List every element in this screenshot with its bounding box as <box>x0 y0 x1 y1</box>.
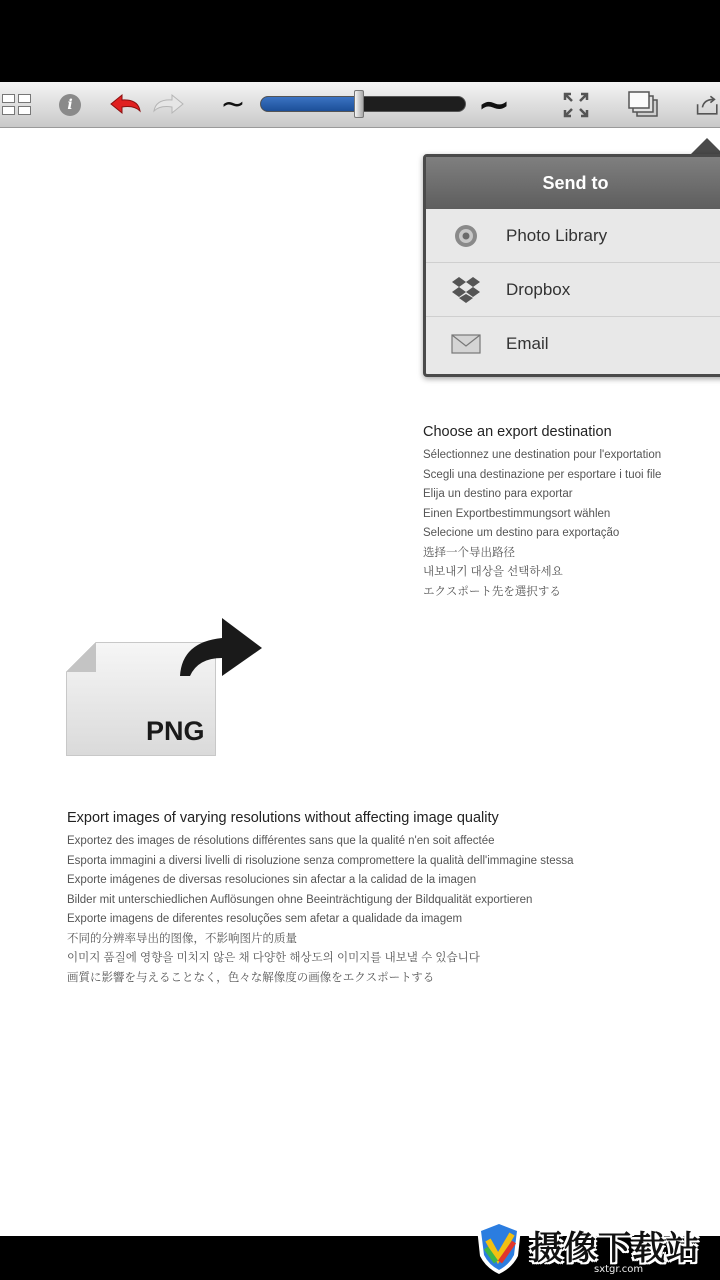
photo-library-label: Photo Library <box>506 225 608 245</box>
brush-thick-icon: ~ <box>477 81 511 128</box>
dropbox-icon <box>426 275 506 305</box>
layers-icon[interactable] <box>624 82 664 127</box>
watermark-text: 摄像下载站 <box>530 1228 700 1267</box>
popover-title: Send to <box>426 157 720 209</box>
export-title: Export images of varying resolutions without affecting image quality <box>67 810 499 826</box>
page-fold <box>66 642 96 672</box>
destination-translation: Scegli una destinazione per esportare i tuoi file <box>423 468 662 481</box>
brush-thin-icon: ~ <box>220 87 246 122</box>
brush-size-fill <box>261 97 359 111</box>
send-to-popover <box>423 154 720 377</box>
redo-icon[interactable] <box>148 82 188 127</box>
destination-title: Choose an export destination <box>423 424 612 440</box>
brush-size-thumb[interactable] <box>354 90 364 118</box>
export-translation: Bilder mit unterschiedlichen Auflösungen ohne Beeinträchtigung der Bildqualität exportieren <box>67 893 533 906</box>
png-label: PNG <box>146 716 205 746</box>
status-bar-area <box>0 0 720 82</box>
destination-translation: Elija un destino para exportar <box>423 488 573 500</box>
export-caption <box>67 810 687 988</box>
watermark <box>472 1218 720 1278</box>
destination-translation: Selecione um destino para exportação <box>423 527 620 539</box>
undo-icon[interactable] <box>106 82 146 127</box>
dropbox-label: Dropbox <box>506 279 571 299</box>
export-translation: 画質に影響を与えることなく，色々な解像度の画像をエクスポートする <box>67 971 435 984</box>
info-icon[interactable] <box>56 82 84 127</box>
fullscreen-icon[interactable] <box>556 82 596 127</box>
email-label: Email <box>506 334 549 353</box>
export-translation: Exporte imágenes de diversas resoluciones sin afectar a la calidad de la imagen <box>67 874 477 886</box>
export-translation: Exportez des images de résolutions différentes sans que la qualité n'en soit affectée <box>67 835 495 847</box>
watermark-logo-icon <box>474 1218 524 1276</box>
destination-translation: 내보내기 대상을 선택하세요 <box>423 566 563 578</box>
send-to-dropbox[interactable] <box>426 263 720 317</box>
info-glyph: i <box>59 94 81 116</box>
popover-pointer <box>690 138 720 155</box>
export-translation: 不同的分辨率导出的图像，不影响图片的质量 <box>67 932 297 945</box>
export-translation: 이미지 품질에 영향을 미치지 않은 채 다양한 해상도의 이미지를 내보낼 수 있습니다 <box>67 952 480 964</box>
destination-translation: 选择一个导出路径 <box>423 546 515 559</box>
email-icon <box>426 334 506 354</box>
export-translation: Esporta immagini a diversi livelli di risoluzione senza compromettere la qualità dell'immagine stessa <box>67 854 574 867</box>
destination-caption <box>423 424 720 602</box>
send-to-email[interactable] <box>426 317 720 371</box>
share-icon[interactable] <box>696 82 720 127</box>
destination-translation: Einen Exportbestimmungsort wählen <box>423 507 611 520</box>
photo-library-icon <box>426 222 506 250</box>
watermark-url: sxtgr.com <box>594 1264 644 1275</box>
export-translation: Exporte imagens de diferentes resoluções sem afetar a qualidade da imagem <box>67 913 463 925</box>
export-arrow-icon <box>176 614 266 684</box>
send-to-photo-library[interactable] <box>426 209 720 263</box>
destination-translation: Sélectionnez une destination pour l'exportation <box>423 449 662 461</box>
grid-icon[interactable] <box>0 82 32 127</box>
destination-translation: エクスポート先を選択する <box>423 585 561 598</box>
